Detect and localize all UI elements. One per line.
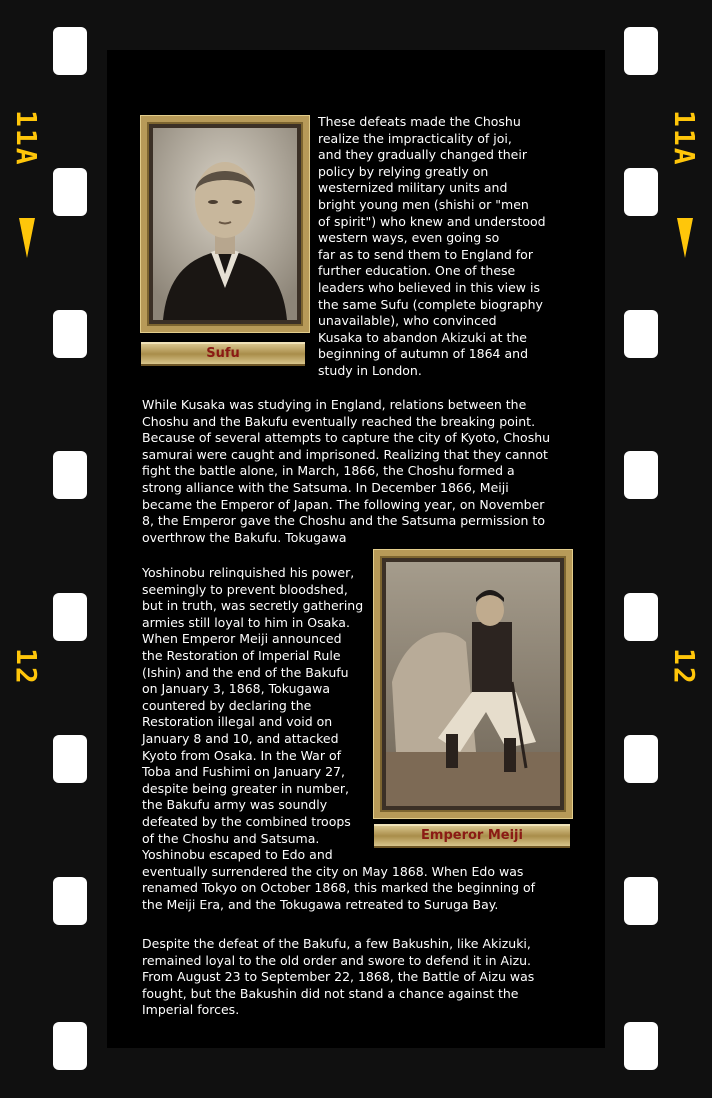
- text-line: (Ishin) and the end of the Bakufu: [142, 664, 349, 680]
- frame-number-top-left: 11A: [10, 110, 43, 167]
- text-line: the Restoration of Imperial Rule: [142, 647, 341, 663]
- paragraph-1: [318, 114, 546, 380]
- text-line: realize the impracticality of joi,: [318, 130, 512, 146]
- text-line: the same Sufu (complete biography: [318, 296, 543, 312]
- frame-number-top-right: 11A: [668, 110, 701, 167]
- sprocket-hole: [53, 1022, 87, 1070]
- emperor-meiji-caption: Emperor Meiji: [374, 824, 570, 848]
- text-line: but in truth, was secretly gathering: [142, 598, 364, 614]
- portrait-photo-icon: [153, 128, 297, 320]
- text-line: Yoshinobu escaped to Edo and: [142, 847, 333, 863]
- text-line: Toba and Fushimi on January 27,: [142, 764, 345, 780]
- text-line: became the Emperor of Japan. The following year, on November: [142, 496, 545, 512]
- sprocket-hole: [624, 451, 658, 499]
- sufu-portrait: [141, 116, 309, 332]
- text-line: and they gradually changed their: [318, 147, 527, 163]
- sprocket-hole: [53, 310, 87, 358]
- frame-number-bottom-right: 12: [668, 648, 701, 686]
- text-line: the Bakufu army was soundly: [142, 797, 328, 813]
- text-line: of the Choshu and Satsuma.: [142, 830, 320, 846]
- text-line: defeated by the combined troops: [142, 813, 351, 829]
- paragraph-4: [142, 936, 534, 1019]
- text-line: Despite the defeat of the Bakufu, a few Bakushin, like Akizuki,: [142, 936, 531, 951]
- text-line: While Kusaka was studying in England, relations between the: [142, 397, 527, 412]
- paragraph-3: [142, 565, 535, 913]
- text-line: leaders who believed in this view is: [318, 279, 540, 295]
- text-line: policy by relying greatly on: [318, 163, 489, 179]
- text-line: Imperial forces.: [142, 1002, 240, 1018]
- text-line: the Meiji Era, and the Tokugawa retreated to Suruga Bay.: [142, 896, 499, 912]
- text-line: bright young men (shishi or "men: [318, 196, 529, 212]
- text-line: From August 23 to September 22, 1868, the Battle of Aizu was: [142, 969, 535, 985]
- text-line: remained loyal to the old order and swore to defend it in Aizu.: [142, 952, 532, 968]
- sprocket-hole: [53, 27, 87, 75]
- text-line: Choshu and the Bakufu eventually reached the breaking point.: [142, 413, 536, 429]
- text-line: unavailable), who convinced: [318, 313, 497, 329]
- text-line: renamed Tokyo on October 1868, this marked the beginning of: [142, 880, 536, 896]
- paragraph-2: [142, 397, 550, 546]
- text-line: Kyoto from Osaka. In the War of: [142, 747, 342, 763]
- text-line: These defeats made the Choshu: [318, 114, 521, 129]
- text-line: beginning of autumn of 1864 and: [318, 346, 529, 362]
- sprocket-hole: [624, 877, 658, 925]
- text-line: despite being greater in number,: [142, 780, 350, 796]
- text-line: seemingly to prevent bloodshed,: [142, 581, 348, 597]
- sprocket-hole: [624, 593, 658, 641]
- text-line: study in London.: [318, 362, 422, 378]
- text-line: eventually surrendered the city on May 1868. When Edo was: [142, 863, 524, 879]
- text-line: 8, the Emperor gave the Choshu and the Satsuma permission to: [142, 513, 545, 529]
- text-line: Kusaka to abandon Akizuki at the: [318, 329, 527, 345]
- sprocket-hole: [624, 310, 658, 358]
- text-line: western ways, even going so: [318, 230, 500, 246]
- text-line: samurai were caught and imprisoned. Realizing that they cannot: [142, 446, 548, 462]
- text-line: westernized military units and: [318, 180, 508, 196]
- text-line: further education. One of these: [318, 263, 516, 279]
- sprocket-hole: [53, 877, 87, 925]
- text-line: January 8 and 10, and attacked: [142, 730, 339, 746]
- text-line: armies still loyal to him in Osaka.: [142, 614, 350, 630]
- text-line: overthrow the Bakufu. Tokugawa: [142, 529, 347, 545]
- text-line: Because of several attempts to capture the city of Kyoto, Choshu: [142, 430, 551, 446]
- sprocket-hole: [624, 168, 658, 216]
- text-line: on January 3, 1868, Tokugawa: [142, 681, 330, 697]
- sprocket-hole: [624, 1022, 658, 1070]
- frame-arrow-icon: [677, 218, 693, 258]
- text-line: of spirit") who knew and understood: [318, 213, 546, 229]
- sprocket-hole: [53, 593, 87, 641]
- sprocket-hole: [53, 451, 87, 499]
- text-line: fight the battle alone, in March, 1866, the Choshu formed a: [142, 463, 515, 479]
- article-frame: [107, 50, 605, 1048]
- text-line: fought, but the Bakushin did not stand a chance against the: [142, 985, 519, 1001]
- sprocket-hole: [624, 735, 658, 783]
- frame-number-bottom-left: 12: [10, 648, 43, 686]
- text-line: Yoshinobu relinquished his power,: [142, 565, 355, 580]
- text-line: far as to send them to England for: [318, 246, 533, 262]
- frame-arrow-icon: [19, 218, 35, 258]
- text-line: strong alliance with the Satsuma. In December 1866, Meiji: [142, 479, 509, 495]
- sprocket-hole: [624, 27, 658, 75]
- text-line: countered by declaring the: [142, 697, 312, 713]
- text-line: When Emperor Meiji announced: [142, 631, 342, 647]
- sufu-caption: Sufu: [141, 342, 305, 366]
- sprocket-hole: [53, 735, 87, 783]
- text-line: Restoration illegal and void on: [142, 714, 333, 730]
- sprocket-hole: [53, 168, 87, 216]
